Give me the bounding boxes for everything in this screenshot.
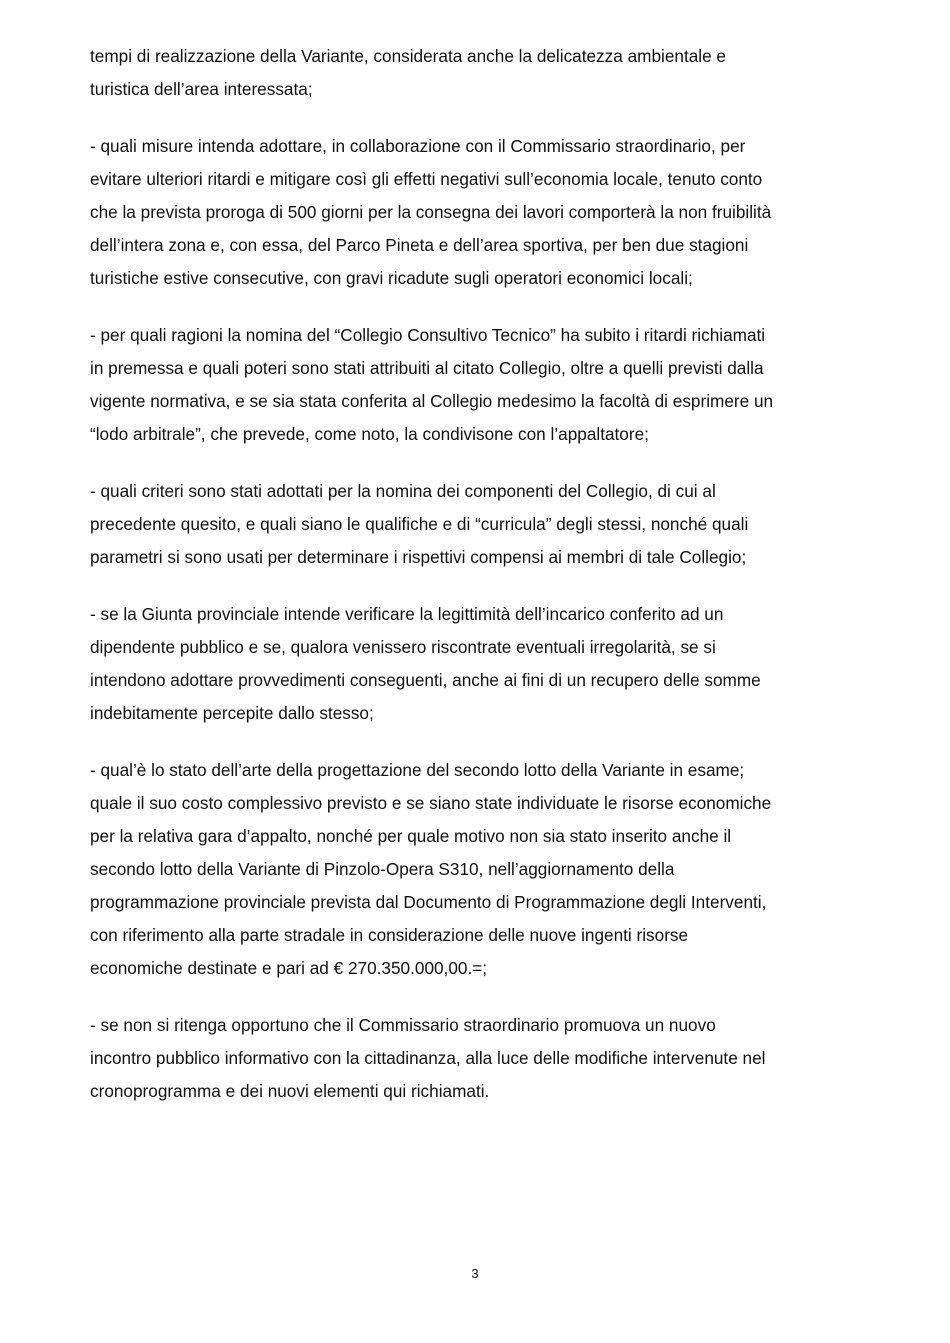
page-number: 3 xyxy=(471,1266,479,1281)
text-line: - se non si ritenga opportuno che il Commissario straordinario promuova un nuovo xyxy=(90,1015,716,1035)
paragraph-2 xyxy=(90,130,870,295)
paragraph-6 xyxy=(90,754,870,985)
text-line: - per quali ragioni la nomina del “Collegio Consultivo Tecnico” ha subito i ritardi richiamati xyxy=(90,325,766,345)
text-line: quale il suo costo complessivo previsto e se siano state individuate le risorse economiche xyxy=(90,793,772,813)
text-line: cronoprogramma e dei nuovi elementi qui richiamati. xyxy=(90,1081,490,1101)
text-line: precedente quesito, e quali siano le qualifiche e di “curricula” degli stessi, nonché quali xyxy=(90,514,749,534)
text-line: incontro pubblico informativo con la cittadinanza, alla luce delle modifiche intervenute nel xyxy=(90,1048,766,1068)
text-line: - qual’è lo stato dell’arte della progettazione del secondo lotto della Variante in esame; xyxy=(90,760,745,780)
text-line: per la relativa gara d’appalto, nonché per quale motivo non sia stato inserito anche il xyxy=(90,826,732,846)
text-line: vigente normativa, e se sia stata conferita al Collegio medesimo la facoltà di esprimere un xyxy=(90,391,774,411)
text-line: in premessa e quali poteri sono stati attribuiti al citato Collegio, oltre a quelli previsti dalla xyxy=(90,358,764,378)
paragraph-4 xyxy=(90,475,870,574)
text-line: evitare ulteriori ritardi e mitigare così gli effetti negativi sull’economia locale, tenuto conto xyxy=(90,169,763,189)
text-line: tempi di realizzazione della Variante, considerata anche la delicatezza ambientale e xyxy=(90,46,726,66)
text-line: secondo lotto della Variante di Pinzolo-Opera S310, nell’aggiornamento della xyxy=(90,859,675,879)
text-line: economiche destinate e pari ad € 270.350.000,00.=; xyxy=(90,958,488,978)
text-line: indebitamente percepite dallo stesso; xyxy=(90,703,374,723)
text-line: turistica dell’area interessata; xyxy=(90,79,313,99)
paragraph-5 xyxy=(90,598,870,730)
text-line: dipendente pubblico e se, qualora venissero riscontrate eventuali irregolarità, se si xyxy=(90,637,716,657)
text-line: intendono adottare provvedimenti conseguenti, anche ai fini di un recupero delle somme xyxy=(90,670,761,690)
paragraph-7 xyxy=(90,1009,870,1108)
text-line: turistiche estive consecutive, con gravi ricadute sugli operatori economici locali; xyxy=(90,268,693,288)
text-line: che la prevista proroga di 500 giorni per la consegna dei lavori comporterà la non fruibilità xyxy=(90,202,772,222)
text-line: parametri si sono usati per determinare i rispettivi compensi ai membri di tale Collegio; xyxy=(90,547,747,567)
text-line: “lodo arbitrale”, che prevede, come noto, la condivisone con l’appaltatore; xyxy=(90,424,649,444)
text-line: - quali misure intenda adottare, in collaborazione con il Commissario straordinario, per xyxy=(90,136,746,156)
text-line: con riferimento alla parte stradale in considerazione delle nuove ingenti risorse xyxy=(90,925,689,945)
text-line: programmazione provinciale prevista dal Documento di Programmazione degli Interventi, xyxy=(90,892,767,912)
text-line: dell’intera zona e, con essa, del Parco Pineta e dell’area sportiva, per ben due stagioni xyxy=(90,235,749,255)
paragraph-1 xyxy=(90,40,870,106)
paragraph-3 xyxy=(90,319,870,451)
text-line: - se la Giunta provinciale intende verificare la legittimità dell’incarico conferito ad un xyxy=(90,604,724,624)
document-body xyxy=(90,40,870,1132)
text-line: - quali criteri sono stati adottati per la nomina dei componenti del Collegio, di cui al xyxy=(90,481,716,501)
